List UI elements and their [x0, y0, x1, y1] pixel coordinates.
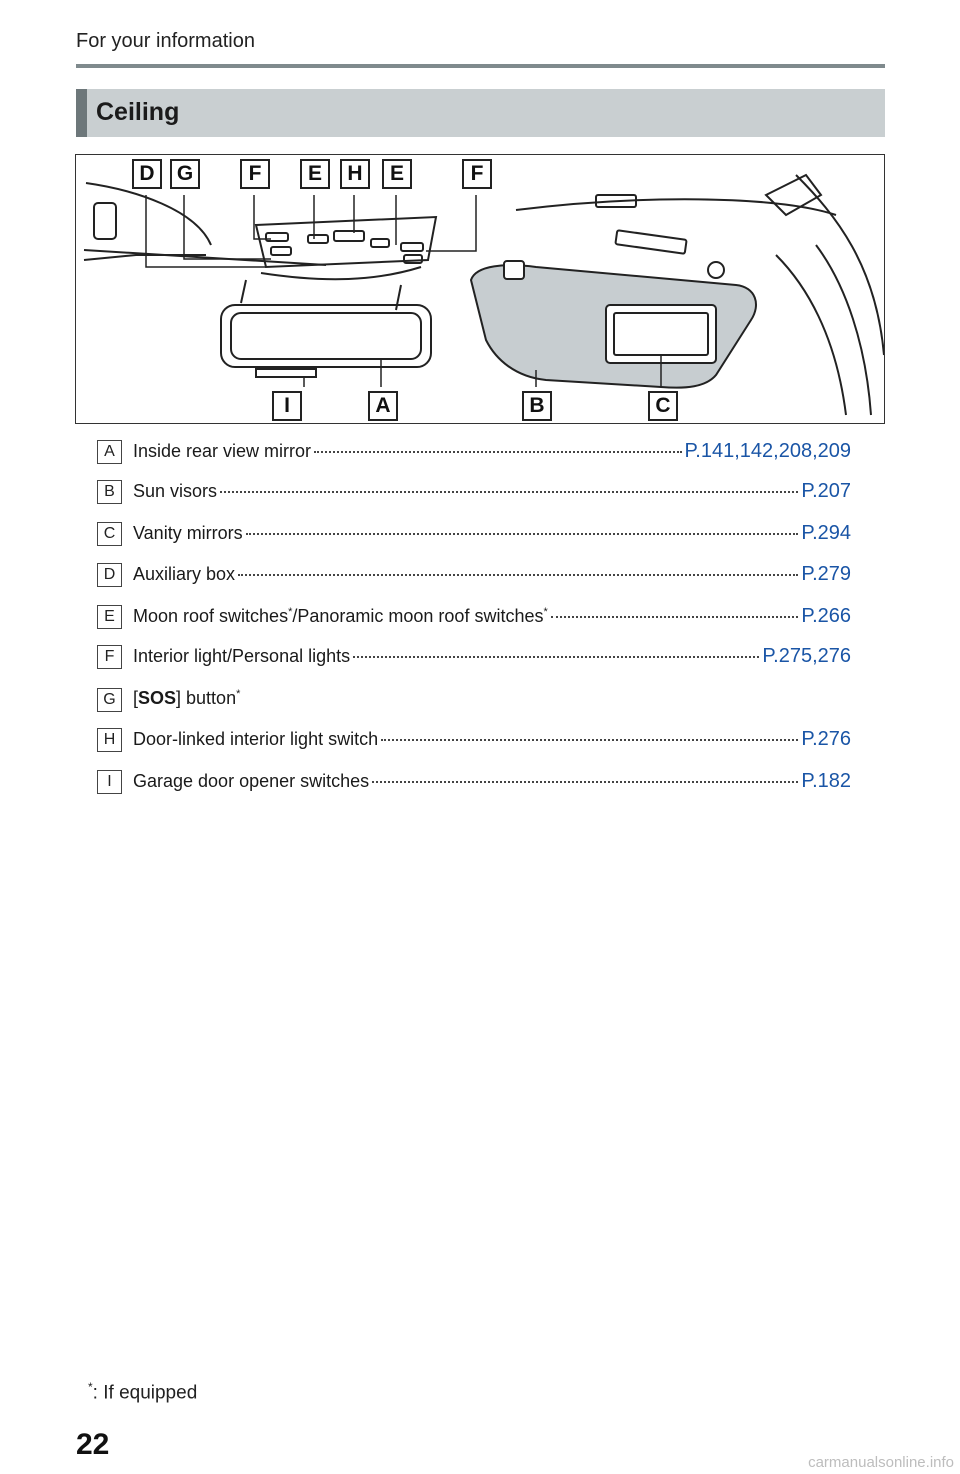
page-reference-link[interactable]: P.279: [801, 563, 851, 585]
section-accent-stripe: [76, 89, 87, 137]
callout-c: C: [648, 391, 678, 421]
legend-item-e: [97, 605, 851, 631]
legend-key: B: [97, 480, 122, 504]
legend-label: Moon roof switches*/Panoramic moon roof switches*: [133, 606, 548, 626]
page-reference-link[interactable]: P.141,142,208,209: [684, 440, 851, 462]
legend-item-c: [97, 522, 851, 548]
auxiliary-box-shape: [94, 203, 116, 239]
legend-key: A: [97, 440, 122, 464]
legend-key: F: [97, 645, 122, 669]
callout-e-2: E: [382, 159, 412, 189]
legend-label: Auxiliary box: [133, 564, 236, 584]
legend-label: Garage door opener switches: [133, 771, 370, 791]
header-rule: [76, 64, 885, 68]
dot-leader: [238, 574, 798, 576]
if-equipped-mark: *: [288, 606, 293, 618]
page-reference-link[interactable]: P.294: [801, 522, 851, 544]
callout-g: G: [170, 159, 200, 189]
page-reference-link[interactable]: P.207: [801, 480, 851, 502]
dot-leader: [314, 451, 681, 453]
callout-e: E: [300, 159, 330, 189]
callout-f: F: [240, 159, 270, 189]
roof-edge-line: [86, 183, 211, 245]
dot-leader: [353, 656, 759, 658]
legend-item-b: [97, 480, 851, 506]
section-title: Ceiling: [96, 98, 180, 126]
sunroof-edge: [516, 199, 836, 215]
rear-view-mirror-shape: [221, 305, 431, 367]
callout-f-2: F: [462, 159, 492, 189]
page-reference-link[interactable]: P.276: [801, 728, 851, 750]
page-reference-link[interactable]: P.275,276: [762, 645, 851, 667]
ceiling-line-drawing: [76, 155, 885, 424]
garage-opener-buttons: [256, 369, 316, 377]
callout-b: B: [522, 391, 552, 421]
footnote-text: : If equipped: [92, 1382, 198, 1404]
callout-a: A: [368, 391, 398, 421]
legend-key: E: [97, 605, 122, 629]
legend-key: C: [97, 522, 122, 546]
legend-item-i: [97, 770, 851, 796]
dot-leader: [381, 739, 798, 741]
callout-h: H: [340, 159, 370, 189]
dot-leader: [551, 616, 799, 618]
footnote-mark: *: [88, 1380, 93, 1394]
page-reference-link[interactable]: P.266: [801, 605, 851, 627]
legend-label: Interior light/Personal lights: [133, 646, 351, 666]
legend-key: G: [97, 688, 122, 712]
ceiling-illustration: [75, 154, 885, 424]
if-equipped-mark: *: [236, 688, 241, 700]
legend-label: Vanity mirrors: [133, 523, 243, 543]
sos-label: SOS: [138, 688, 177, 708]
legend-key: I: [97, 770, 122, 794]
legend-item-d: [97, 563, 851, 589]
page-number: 22: [76, 1428, 110, 1461]
legend-key: D: [97, 563, 122, 587]
legend-label: Door-linked interior light switch: [133, 729, 379, 749]
running-head: For your information: [76, 30, 255, 52]
dot-leader: [220, 491, 798, 493]
watermark: carmanualsonline.info: [808, 1454, 954, 1471]
section-heading-bar: [76, 89, 885, 137]
legend-item-a: [97, 440, 851, 466]
callout-i: I: [272, 391, 302, 421]
page-reference-link[interactable]: P.182: [801, 770, 851, 792]
console-lens: [261, 267, 421, 279]
legend-item-h: [97, 728, 851, 754]
dot-leader: [372, 781, 798, 783]
legend-label: [SOS] button*: [133, 688, 241, 708]
if-equipped-mark: *: [543, 606, 548, 618]
legend-item-g: [97, 688, 851, 714]
legend-key: H: [97, 728, 122, 752]
footnote: [88, 1380, 197, 1404]
callout-d: D: [132, 159, 162, 189]
dot-leader: [246, 533, 799, 535]
legend-label: Sun visors: [133, 481, 218, 501]
legend-label: Inside rear view mirror: [133, 441, 312, 461]
legend-item-f: [97, 645, 851, 671]
